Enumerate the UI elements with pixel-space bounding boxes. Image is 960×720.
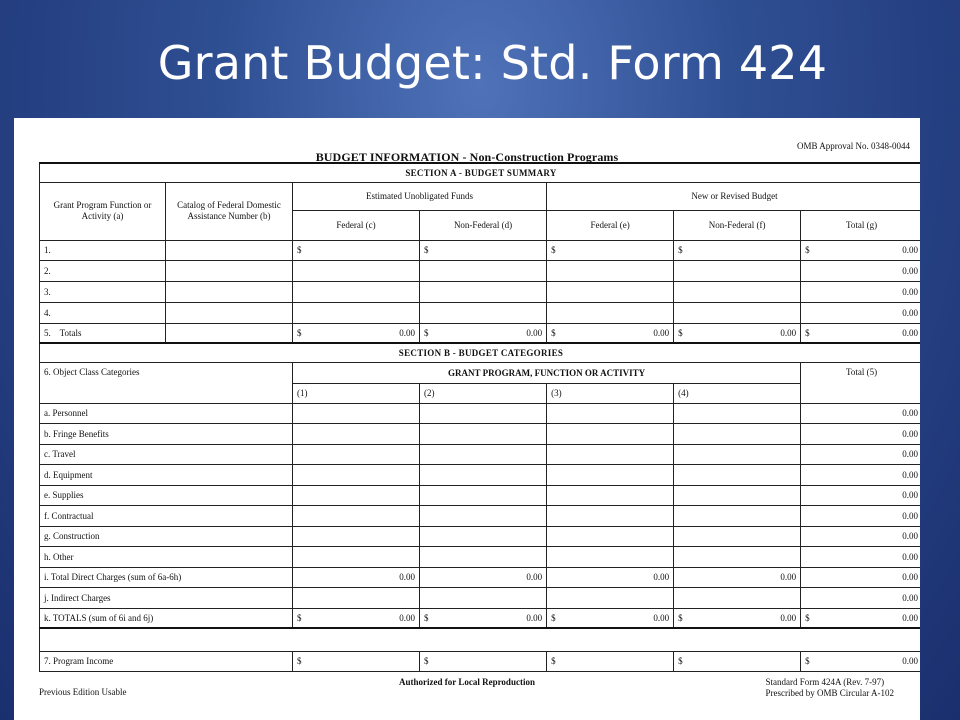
- catalog-cell[interactable]: [165, 302, 292, 323]
- table-row: [40, 505, 921, 526]
- total-value: 0.00: [801, 464, 920, 485]
- amount-cell[interactable]: [293, 240, 420, 260]
- col-nonfederal-d: Non-Federal (d): [420, 210, 547, 240]
- amount-cell[interactable]: [674, 587, 801, 608]
- amount-cell[interactable]: [674, 403, 801, 423]
- footer-form-id: [766, 677, 894, 699]
- category-label: f. Contractual: [40, 505, 293, 526]
- total-value: 0.00: [801, 526, 920, 546]
- amount-cell[interactable]: [674, 505, 801, 526]
- amount-cell[interactable]: [420, 240, 547, 260]
- amount-cell[interactable]: [547, 546, 674, 567]
- table-row: [40, 464, 921, 485]
- amount-cell[interactable]: [293, 302, 420, 323]
- dollar-sign: $: [678, 656, 683, 666]
- total-value: 0.00: [801, 260, 920, 281]
- dollar-sign: $: [678, 245, 683, 255]
- dollar-sign: $: [297, 656, 302, 666]
- col-grant-program: Grant Program Function or Activity (a): [40, 182, 166, 240]
- category-label: g. Construction: [40, 526, 293, 546]
- col-3: (3): [547, 383, 674, 403]
- footer-authorized: Authorized for Local Reproduction: [399, 677, 535, 687]
- category-label: k. TOTALS (sum of 6i and 6j): [40, 608, 293, 628]
- amount-cell[interactable]: [420, 281, 547, 302]
- category-label: c. Travel: [40, 444, 293, 464]
- amount-cell[interactable]: [547, 423, 674, 444]
- total-value: 0.00: [674, 567, 801, 587]
- dollar-sign: $: [424, 612, 429, 623]
- col-1: (1): [293, 383, 420, 403]
- table-row-program-income: [40, 651, 921, 671]
- amount-cell[interactable]: [547, 444, 674, 464]
- dollar-sign: $: [297, 612, 302, 623]
- amount-cell[interactable]: [547, 505, 674, 526]
- amount-cell[interactable]: [674, 240, 801, 260]
- group-estimated-unobligated: Estimated Unobligated Funds: [293, 182, 547, 210]
- amount-cell[interactable]: [674, 485, 801, 505]
- amount-cell[interactable]: [547, 240, 674, 260]
- dollar-sign: $: [424, 656, 429, 666]
- amount-cell[interactable]: [420, 403, 547, 423]
- dollar-sign: $: [551, 327, 556, 338]
- row-label: 2.: [40, 260, 166, 281]
- row-label: 1.: [40, 240, 166, 260]
- amount-cell[interactable]: [293, 526, 420, 546]
- amount-cell[interactable]: [674, 281, 801, 302]
- amount-cell[interactable]: [293, 587, 420, 608]
- group-grant-program: GRANT PROGRAM, FUNCTION OR ACTIVITY: [293, 362, 801, 383]
- total-value: 0.00: [653, 612, 670, 623]
- amount-cell[interactable]: [293, 651, 420, 671]
- table-row: [40, 260, 921, 281]
- category-label: b. Fringe Benefits: [40, 423, 293, 444]
- amount-cell[interactable]: [674, 546, 801, 567]
- amount-cell[interactable]: [293, 546, 420, 567]
- total-value: 0.00: [399, 612, 416, 623]
- total-value: 0.00: [526, 612, 543, 623]
- amount-cell[interactable]: [547, 260, 674, 281]
- total-value: 0.00: [547, 567, 674, 587]
- footer-prescribed: Prescribed by OMB Circular A-102: [765, 688, 894, 698]
- catalog-cell[interactable]: [165, 240, 292, 260]
- col-federal-e: Federal (e): [547, 210, 674, 240]
- total-cell: [801, 240, 920, 260]
- amount-cell[interactable]: [420, 526, 547, 546]
- dollar-sign: $: [551, 612, 556, 623]
- row-label: 3.: [40, 281, 166, 302]
- total-value: 0.00: [801, 587, 920, 608]
- omb-approval-number: OMB Approval No. 0348-0044: [797, 141, 910, 151]
- amount-cell[interactable]: [674, 526, 801, 546]
- col-federal-c: Federal (c): [293, 210, 420, 240]
- total-value: 0.00: [780, 612, 797, 623]
- amount-cell[interactable]: [547, 526, 674, 546]
- total-value: 0.00: [801, 403, 920, 423]
- table-spacer-row: [40, 628, 921, 651]
- total-value: 0.00: [801, 302, 920, 323]
- amount-cell[interactable]: [547, 587, 674, 608]
- amount-cell[interactable]: [420, 423, 547, 444]
- amount-cell[interactable]: [547, 651, 674, 671]
- amount-cell[interactable]: [547, 464, 674, 485]
- total-value: 0.00: [801, 281, 920, 302]
- col-total-5: Total (5): [801, 362, 920, 403]
- amount-cell[interactable]: [674, 302, 801, 323]
- amount-cell[interactable]: [420, 546, 547, 567]
- table-row: [40, 526, 921, 546]
- amount-cell[interactable]: [293, 505, 420, 526]
- category-label: 7. Program Income: [40, 651, 293, 671]
- total-value: 0.00: [801, 423, 920, 444]
- section-b-heading: SECTION B - BUDGET CATEGORIES: [40, 343, 921, 362]
- amount-cell[interactable]: [674, 464, 801, 485]
- category-label: a. Personnel: [40, 403, 293, 423]
- dollar-sign: $: [678, 612, 683, 623]
- catalog-cell: [165, 323, 292, 343]
- total-value: 0.00: [902, 612, 918, 623]
- amount-cell[interactable]: [420, 505, 547, 526]
- col-total-g: Total (g): [801, 210, 920, 240]
- total-value: 0.00: [420, 567, 547, 587]
- budget-table: [39, 162, 920, 672]
- total-value: 0.00: [801, 485, 920, 505]
- category-label: i. Total Direct Charges (sum of 6a-6h): [40, 567, 293, 587]
- total-value: 0.00: [399, 327, 416, 338]
- group-new-revised: New or Revised Budget: [547, 182, 920, 210]
- total-value: 0.00: [801, 505, 920, 526]
- total-value: 0.00: [902, 656, 918, 666]
- amount-cell[interactable]: [420, 464, 547, 485]
- dollar-sign: $: [424, 245, 429, 255]
- col-4: (4): [674, 383, 801, 403]
- total-value: 0.00: [801, 567, 920, 587]
- amount-cell[interactable]: [293, 281, 420, 302]
- table-row-direct-charges: [40, 567, 921, 587]
- amount-cell[interactable]: [420, 260, 547, 281]
- dollar-sign: $: [297, 245, 302, 255]
- col-object-class: 6. Object Class Categories: [40, 362, 293, 403]
- table-row-totals: [40, 323, 921, 343]
- amount-cell[interactable]: [293, 423, 420, 444]
- table-row: [40, 403, 921, 423]
- dollar-sign: $: [805, 656, 810, 666]
- total-value: 0.00: [653, 327, 670, 338]
- amount-cell[interactable]: [547, 302, 674, 323]
- dollar-sign: $: [805, 612, 810, 623]
- total-value: 0.00: [902, 327, 918, 338]
- table-row-totals: [40, 608, 921, 628]
- budget-form-page: [14, 118, 920, 720]
- category-label: e. Supplies: [40, 485, 293, 505]
- amount-cell[interactable]: [420, 302, 547, 323]
- form-title: BUDGET INFORMATION - Non-Construction Programs: [315, 150, 619, 164]
- dollar-sign: $: [551, 245, 556, 255]
- catalog-cell[interactable]: [165, 281, 292, 302]
- footer-form-number: Standard Form 424A (Rev. 7-97): [765, 677, 885, 687]
- category-label: j. Indirect Charges: [40, 587, 293, 608]
- amount-cell[interactable]: [293, 260, 420, 281]
- table-row: [40, 546, 921, 567]
- dollar-sign: $: [424, 327, 429, 338]
- table-row: [40, 281, 921, 302]
- category-label: h. Other: [40, 546, 293, 567]
- dollar-sign: $: [805, 327, 810, 338]
- category-label: d. Equipment: [40, 464, 293, 485]
- table-row: [40, 302, 921, 323]
- amount-cell[interactable]: [674, 651, 801, 671]
- table-row: [40, 485, 921, 505]
- slide-title: Grant Budget: Std. Form 424: [157, 36, 828, 90]
- amount-cell[interactable]: [293, 485, 420, 505]
- table-row: [40, 423, 921, 444]
- col-nonfederal-f: Non-Federal (f): [674, 210, 801, 240]
- amount-cell[interactable]: [420, 485, 547, 505]
- table-row: [40, 444, 921, 464]
- catalog-cell[interactable]: [165, 260, 292, 281]
- total-value: 0.00: [801, 546, 920, 567]
- dollar-sign: $: [297, 327, 302, 338]
- total-value: 0.00: [801, 444, 920, 464]
- total-value: 0.00: [293, 567, 420, 587]
- spacer-cell: [40, 628, 921, 651]
- dollar-sign: $: [805, 245, 810, 255]
- amount-cell[interactable]: [674, 260, 801, 281]
- amount-cell[interactable]: [547, 281, 674, 302]
- amount-cell[interactable]: [547, 485, 674, 505]
- amount-cell[interactable]: [293, 403, 420, 423]
- total-value: 0.00: [780, 327, 797, 338]
- amount-cell[interactable]: [420, 651, 547, 671]
- amount-cell[interactable]: [420, 587, 547, 608]
- row-label: 4.: [40, 302, 166, 323]
- amount-cell[interactable]: [293, 464, 420, 485]
- col-catalog-number: Catalog of Federal Domestic Assistance Number (b): [165, 182, 292, 240]
- footer-previous-edition: Previous Edition Usable: [39, 687, 127, 697]
- table-row: [40, 240, 921, 260]
- table-row: [40, 587, 921, 608]
- section-a-heading: SECTION A - BUDGET SUMMARY: [40, 163, 921, 182]
- amount-cell[interactable]: [420, 444, 547, 464]
- amount-cell[interactable]: [674, 444, 801, 464]
- col-2: (2): [420, 383, 547, 403]
- amount-cell[interactable]: [547, 403, 674, 423]
- total-value: 0.00: [902, 245, 918, 255]
- row-label: 5. Totals: [40, 323, 166, 343]
- dollar-sign: $: [551, 656, 556, 666]
- total-value: 0.00: [526, 327, 543, 338]
- amount-cell[interactable]: [674, 423, 801, 444]
- dollar-sign: $: [678, 327, 683, 338]
- amount-cell[interactable]: [293, 444, 420, 464]
